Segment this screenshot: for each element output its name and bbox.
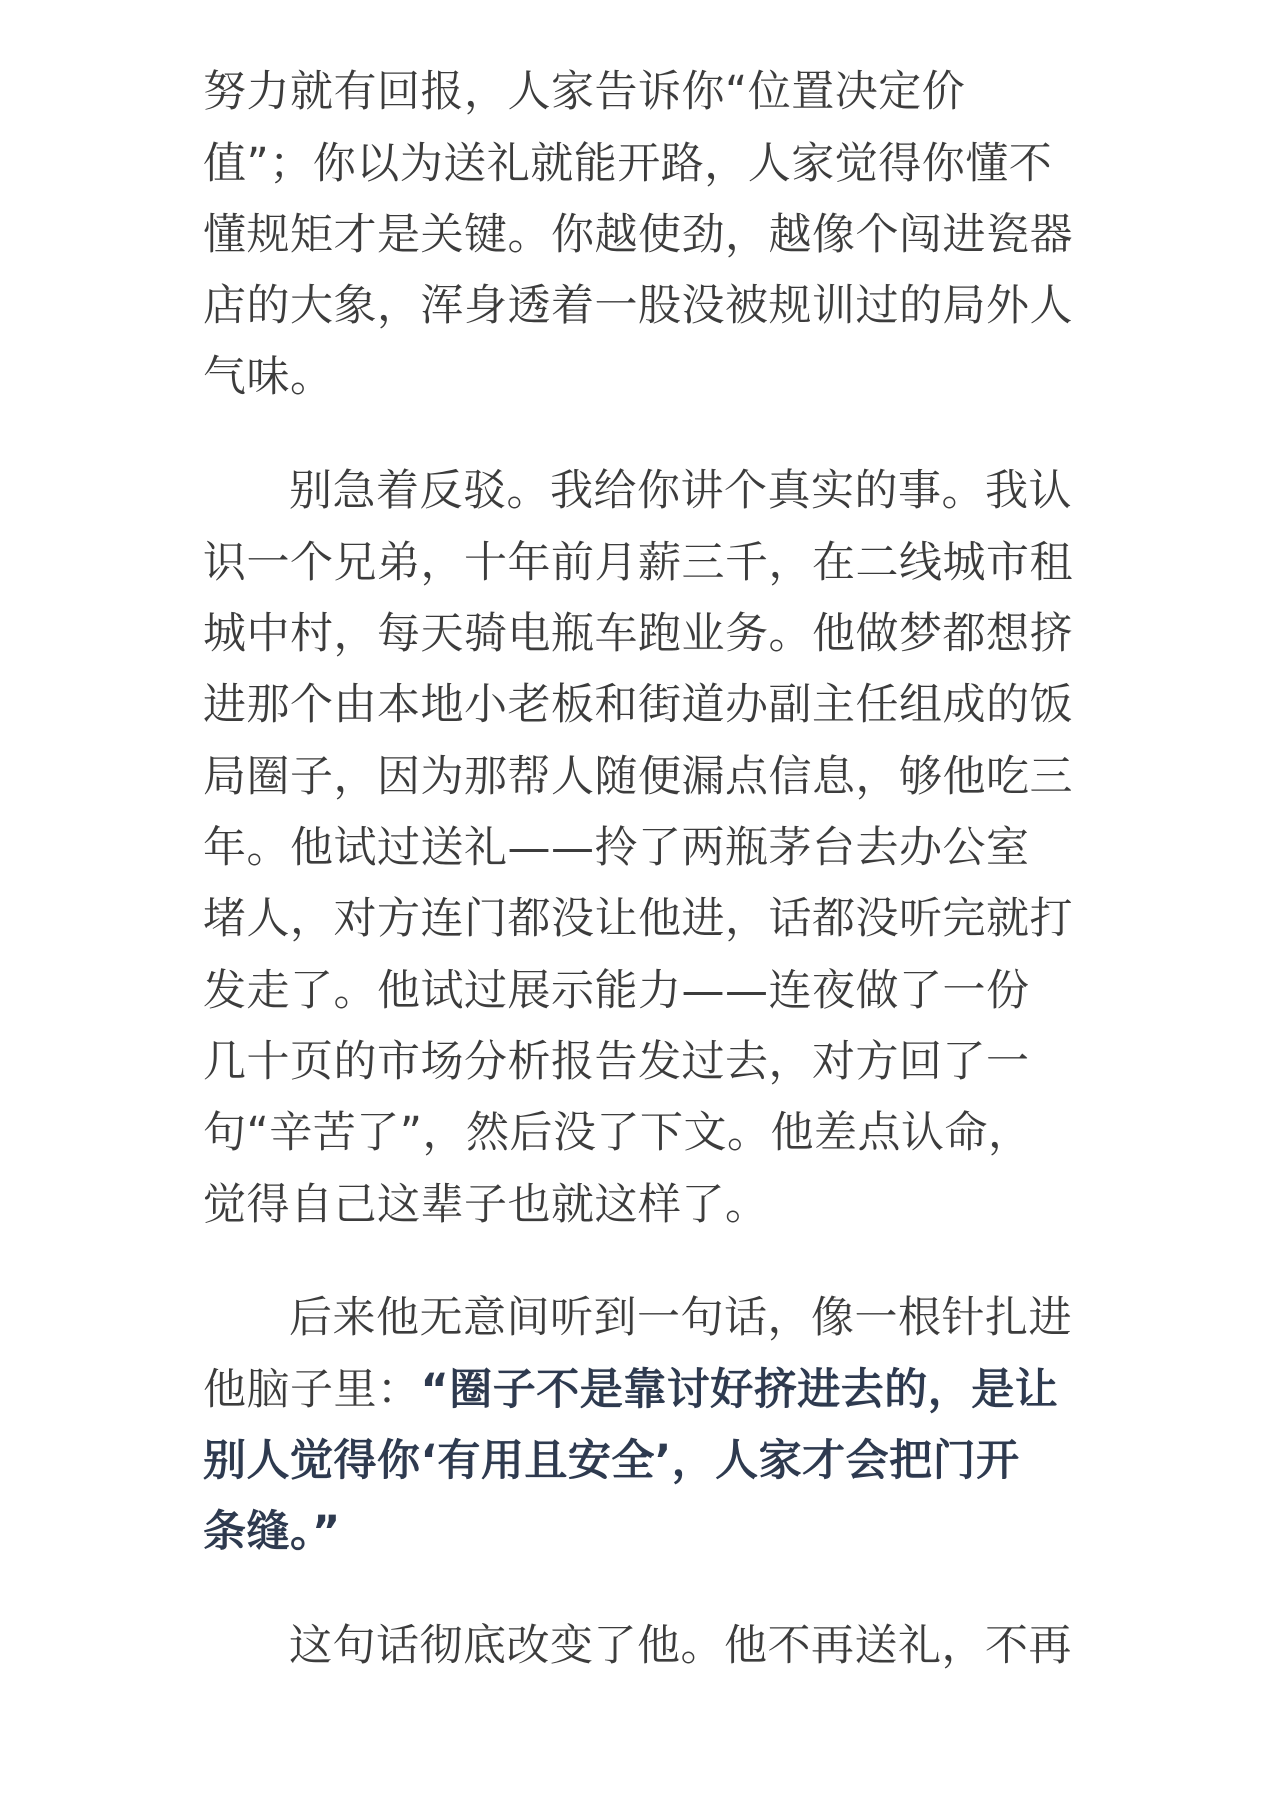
text-line: 气味。 <box>203 352 334 402</box>
text-line: 觉得自己这辈子也就这样了。 <box>203 1180 769 1230</box>
text-line: 值”；你以为送礼就能开路，人家觉得你懂不 <box>203 139 1053 189</box>
text-segment: 他脑子里： <box>203 1365 421 1415</box>
text-line: 几十页的市场分析报告发过去，对方回了一 <box>203 1037 1030 1087</box>
highlighted-quote: “圈子不是靠讨好挤进去的，是让 <box>420 1365 1059 1415</box>
text-line: 发走了。他试过展示能力——连夜做了一份 <box>203 966 1030 1016</box>
text-line: 进那个由本地小老板和街道办副主任组成的饭 <box>203 680 1073 730</box>
text-line: 堵人，对方连门都没让他进，话都没听完就打 <box>203 894 1073 944</box>
text-line: 别急着反驳。我给你讲个真实的事。我认 <box>289 466 1072 516</box>
text-line: 句“辛苦了”，然后没了下文。他差点认命， <box>203 1108 1032 1158</box>
text-line: 懂规矩才是关键。你越使劲，越像个闯进瓷器 <box>203 210 1073 260</box>
text-line <box>203 1360 1058 1420</box>
text-line: 后来他无意间听到一句话，像一根针扎进 <box>289 1293 1072 1343</box>
text-line: 局圈子，因为那帮人随便漏点信息，够他吃三 <box>203 752 1073 802</box>
text-line: 年。他试过送礼——拎了两瓶茅台去办公室 <box>203 823 1030 873</box>
text-line: 努力就有回报，人家告诉你“位置决定价 <box>203 67 966 117</box>
highlighted-quote: 条缝。” <box>203 1507 341 1557</box>
text-line: 店的大象，浑身透着一股没被规训过的局外人 <box>203 281 1073 331</box>
text-line: 这句话彻底改变了他。他不再送礼，不再 <box>289 1621 1072 1671</box>
highlighted-quote: 别人觉得你‘有用且安全’，人家才会把门开 <box>203 1436 1020 1486</box>
text-line: 识一个兄弟，十年前月薪三千，在二线城市租 <box>203 538 1073 588</box>
text-line: 城中村，每天骑电瓶车跑业务。他做梦都想挤 <box>203 609 1073 659</box>
